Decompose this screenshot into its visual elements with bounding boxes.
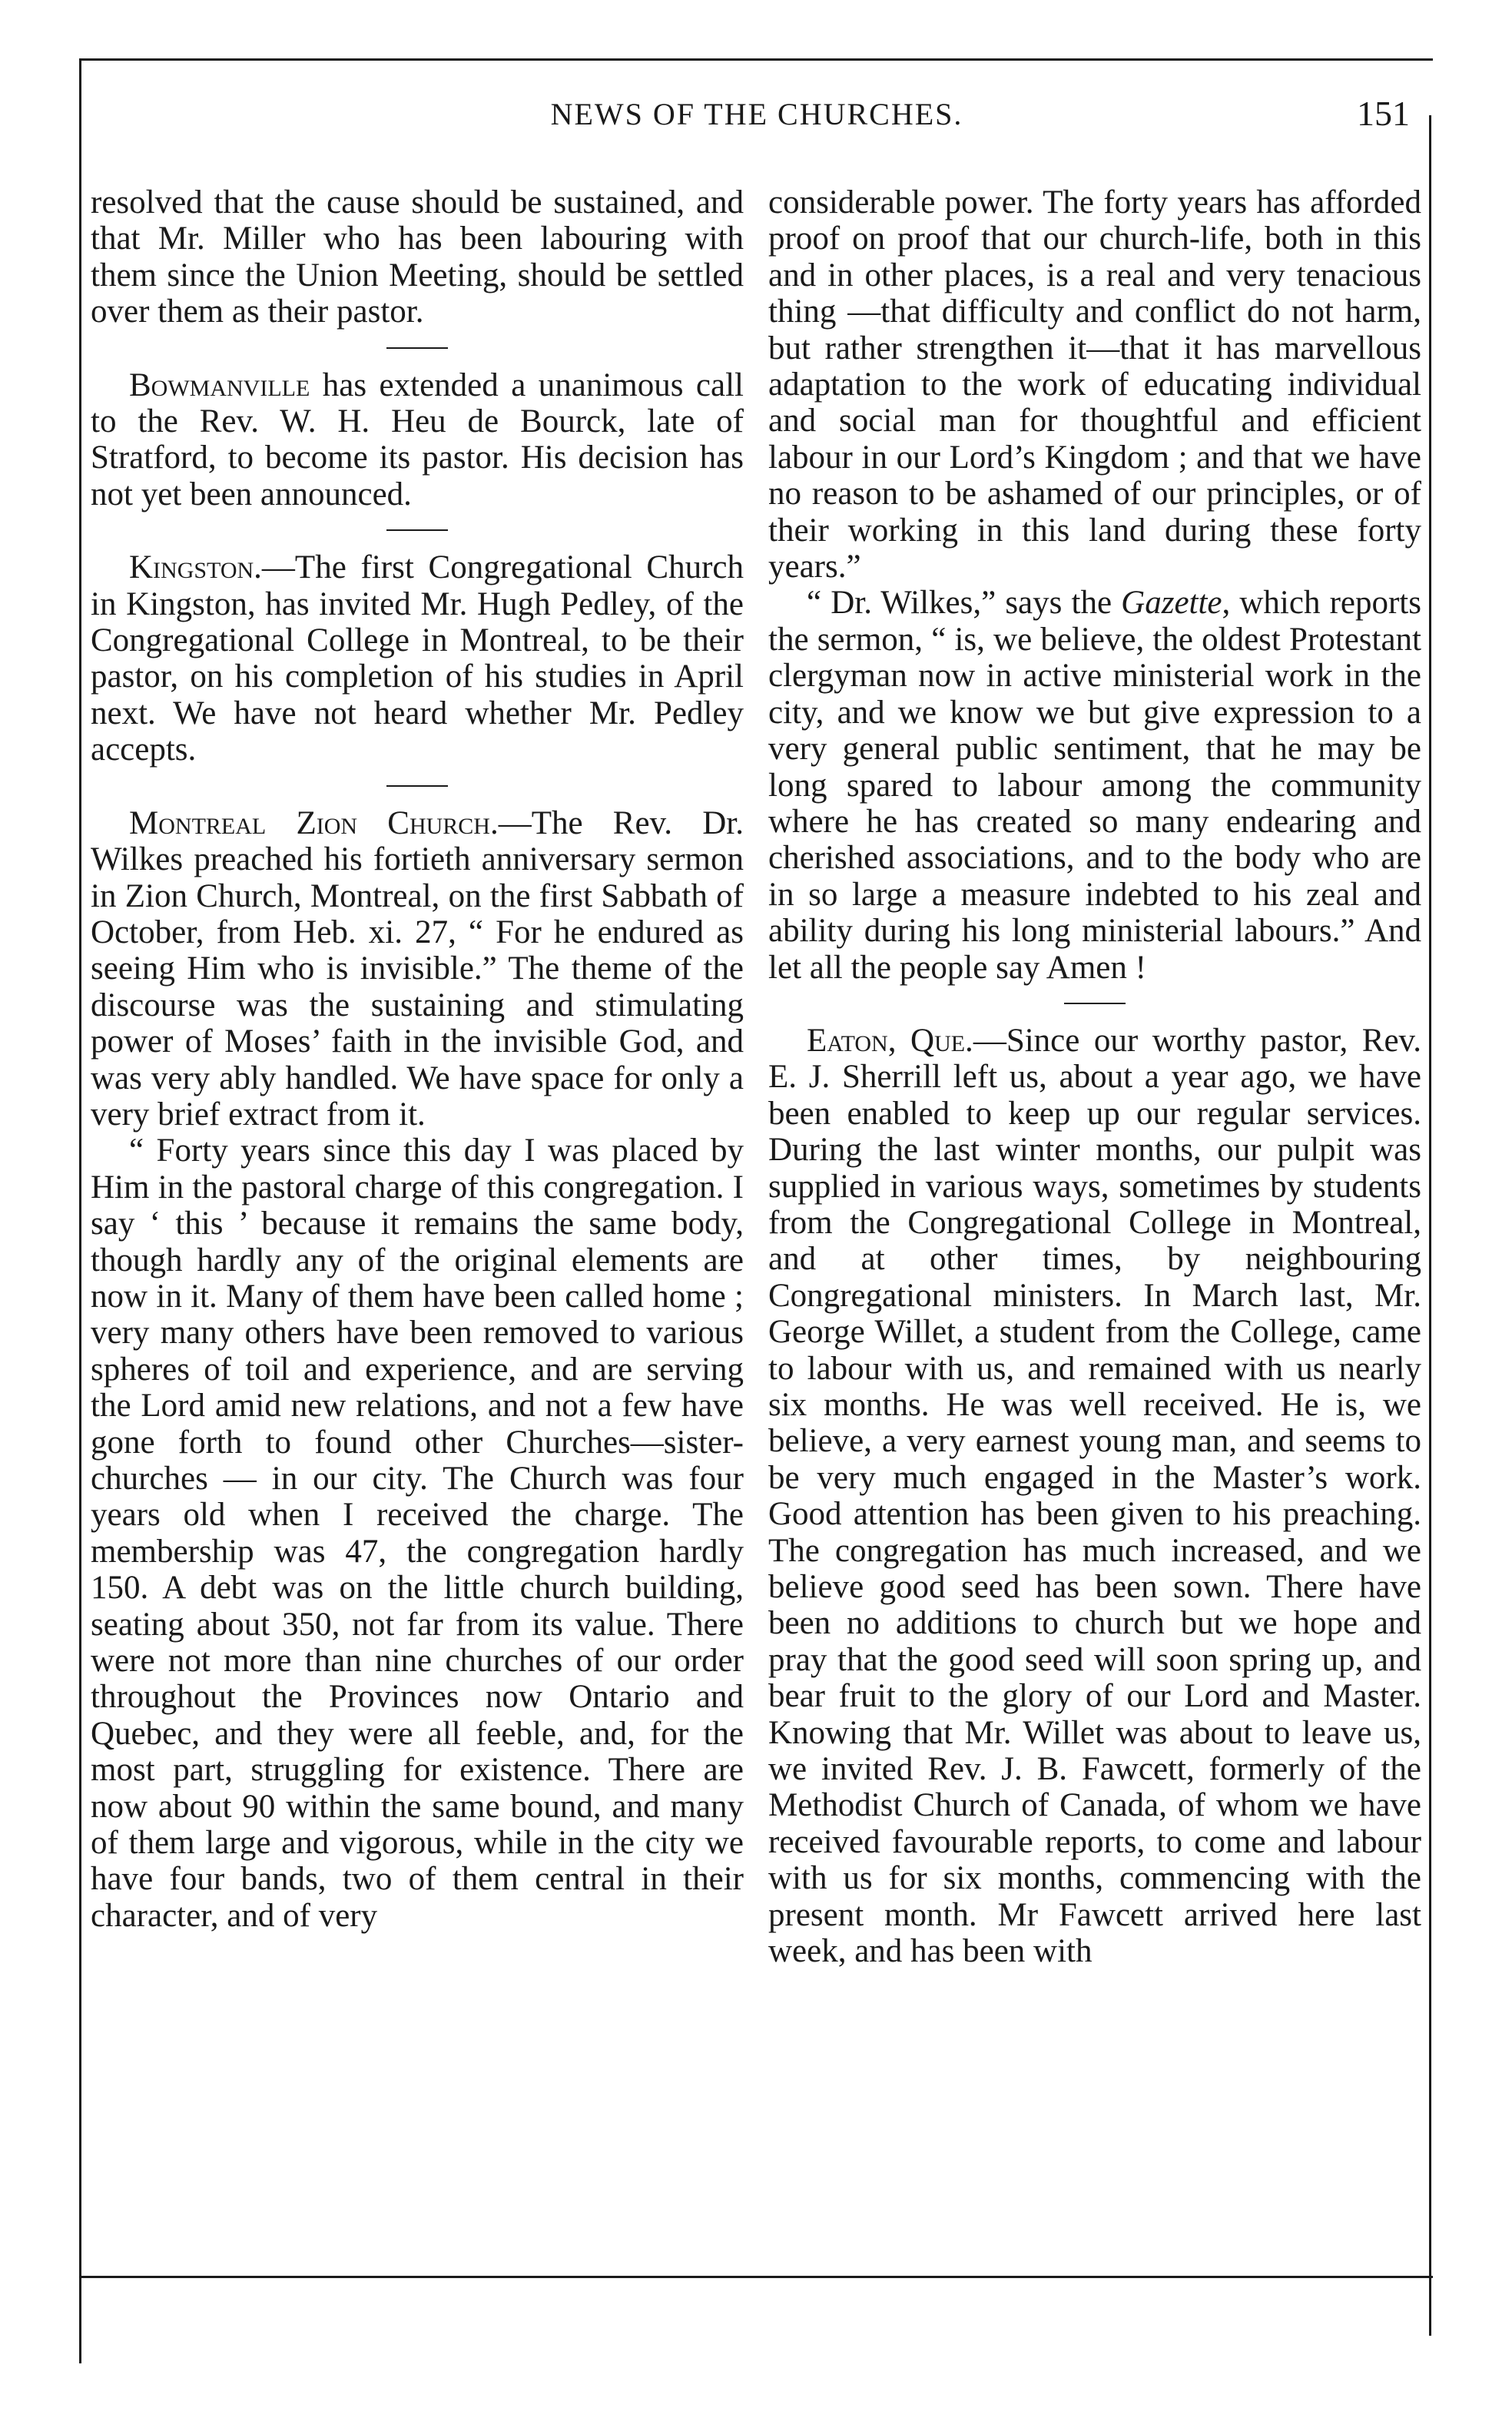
gazette-title: Gazette xyxy=(1121,585,1222,622)
kingston-paragraph xyxy=(91,549,744,768)
kingston-text: —The first Congregational Church in Kingston, has invited Mr. Hugh Pedley, of the Congregational College in Montreal, to be their pastor, on his completion of his studies in April next. We have not heard whether Mr. Pedley accepts. xyxy=(91,549,744,768)
eaton-text: —Since our worthy pastor, Rev. E. J. Sherrill left us, about a year ago, we have been enabled to keep up our regular services. During the last winter months, our pulpit was supplied in various ways, sometimes by students from the Congregational College in Montreal, and at other times, by neighbouring Congregational ministers. In March last, Mr. George Willet, a student from the College, came to labour with us, and remained with us nearly six months. He was well received. He is, we believe, a very earnest young man, and seems to be very much engaged in the Master’s work. Good attention has been given to his preaching. The congregation has much increased, and we believe good seed has been sown. There have been no additions to church but we hope and pray that the good seed will soon spring up, and bear fruit to the glory of our Lord and Master. Knowing that Mr. Willet was about to leave us, we invited Rev. J. B. Fawcett, formerly of the Methodist Church of Canada, of whom we have received favourable reports, to come and labour with us for six months, commencing with the present month. Mr Fawcett arrived here last week, and has been with xyxy=(768,1022,1421,1970)
eaton-paragraph xyxy=(768,1023,1421,1970)
section-divider xyxy=(386,529,448,531)
montreal-paragraph xyxy=(91,805,744,1133)
section-divider xyxy=(386,347,448,349)
gazette-text-a: “ Dr. Wilkes,” says the xyxy=(807,585,1122,622)
running-head: NEWS OF THE CHURCHES. xyxy=(550,97,963,131)
montreal-heading: Montreal Zion Church. xyxy=(129,804,499,841)
kingston-heading: Kingston. xyxy=(129,549,262,586)
montreal-text: —The Rev. Dr. Wilkes preached his fortieth anniversary sermon in Zion Church, Montreal, on the first Sabbath of October, from Heb. xi. 27, “ For he endured as seeing Him who is invisible.” The theme of the discourse was the sustaining and stimulating power of Moses’ faith in the invisible God, and was very ably handled. We have space for only a very brief extract from it. xyxy=(91,804,744,1133)
bowmanville-heading: Bowmanville xyxy=(129,366,310,403)
section-divider xyxy=(386,785,448,787)
gazette-paragraph xyxy=(768,585,1421,985)
bottom-rule xyxy=(81,2276,1433,2278)
bowmanville-paragraph xyxy=(91,367,744,513)
right-paragraph-1: considerable power. The forty years has afforded proof on proof that our church-life, both in this and in other places, is a real and very tenacious thing —that difficulty and conflict do not harm, but rather strengthen it—that it has marvellous adaptation to the work of educating individual and social man for thoughtful and efficient labour in our Lord’s Kingdom ; and that we have no reason to be ashamed of our principles, or of their working in this land during these forty years.” xyxy=(768,184,1421,585)
eaton-heading: Eaton, Que. xyxy=(807,1022,973,1059)
page-number: 151 xyxy=(1357,94,1410,133)
right-column xyxy=(768,184,1421,1970)
top-rule xyxy=(81,58,1433,61)
gazette-text-b: , which reports the sermon, “ is, we believe, the oldest Protestant clergyman now in active ministerial work in the city, and we know we but give expression to a very general public sentiment, that he may be long spared to labour among the community where he has created so many endearing and cherished associations, and to the body who are in so large a measure indebted to his zeal and ability during his long ministerial labours.” And let all the people say Amen ! xyxy=(768,585,1421,986)
left-column xyxy=(91,184,744,1934)
bowmanville-text: has extended a unanimous call to the Rev. W. H. Heu de Bourck, late of Stratford, to become its pastor. His decision has not yet been announced. xyxy=(91,366,744,512)
page-header xyxy=(81,96,1433,150)
left-paragraph-1: resolved that the cause should be sustained, and that Mr. Miller who has been labouring with them since the Union Meeting, should be settled over them as their pastor. xyxy=(91,184,744,330)
left-margin-rule xyxy=(79,58,81,2363)
sermon-extract-paragraph: “ Forty years since this day I was placed by Him in the pastoral charge of this congregation. I say ‘ this ’ because it remains the same body, though hardly any of the original elements are now in it. Many of them have been called home ; very many others have been removed to various spheres of toil and experience, and are serving the Lord amid new relations, and not a few have gone forth to found other Churches—sister-churches — in our city. The Church was four years old when I received the charge. The membership was 47, the congregation hardly 150. A debt was on the little church building, seating about 350, not far from its value. There were not more than nine churches of our order throughout the Provinces now Ontario and Quebec, and they were all feeble, and, for the most part, struggling for existence. There are now about 90 within the same bound, and many of them large and vigorous, while in the city we have four bands, two of them central in their character, and of very xyxy=(91,1133,744,1934)
section-divider xyxy=(1064,1003,1126,1004)
right-margin-rule xyxy=(1429,115,1431,2336)
